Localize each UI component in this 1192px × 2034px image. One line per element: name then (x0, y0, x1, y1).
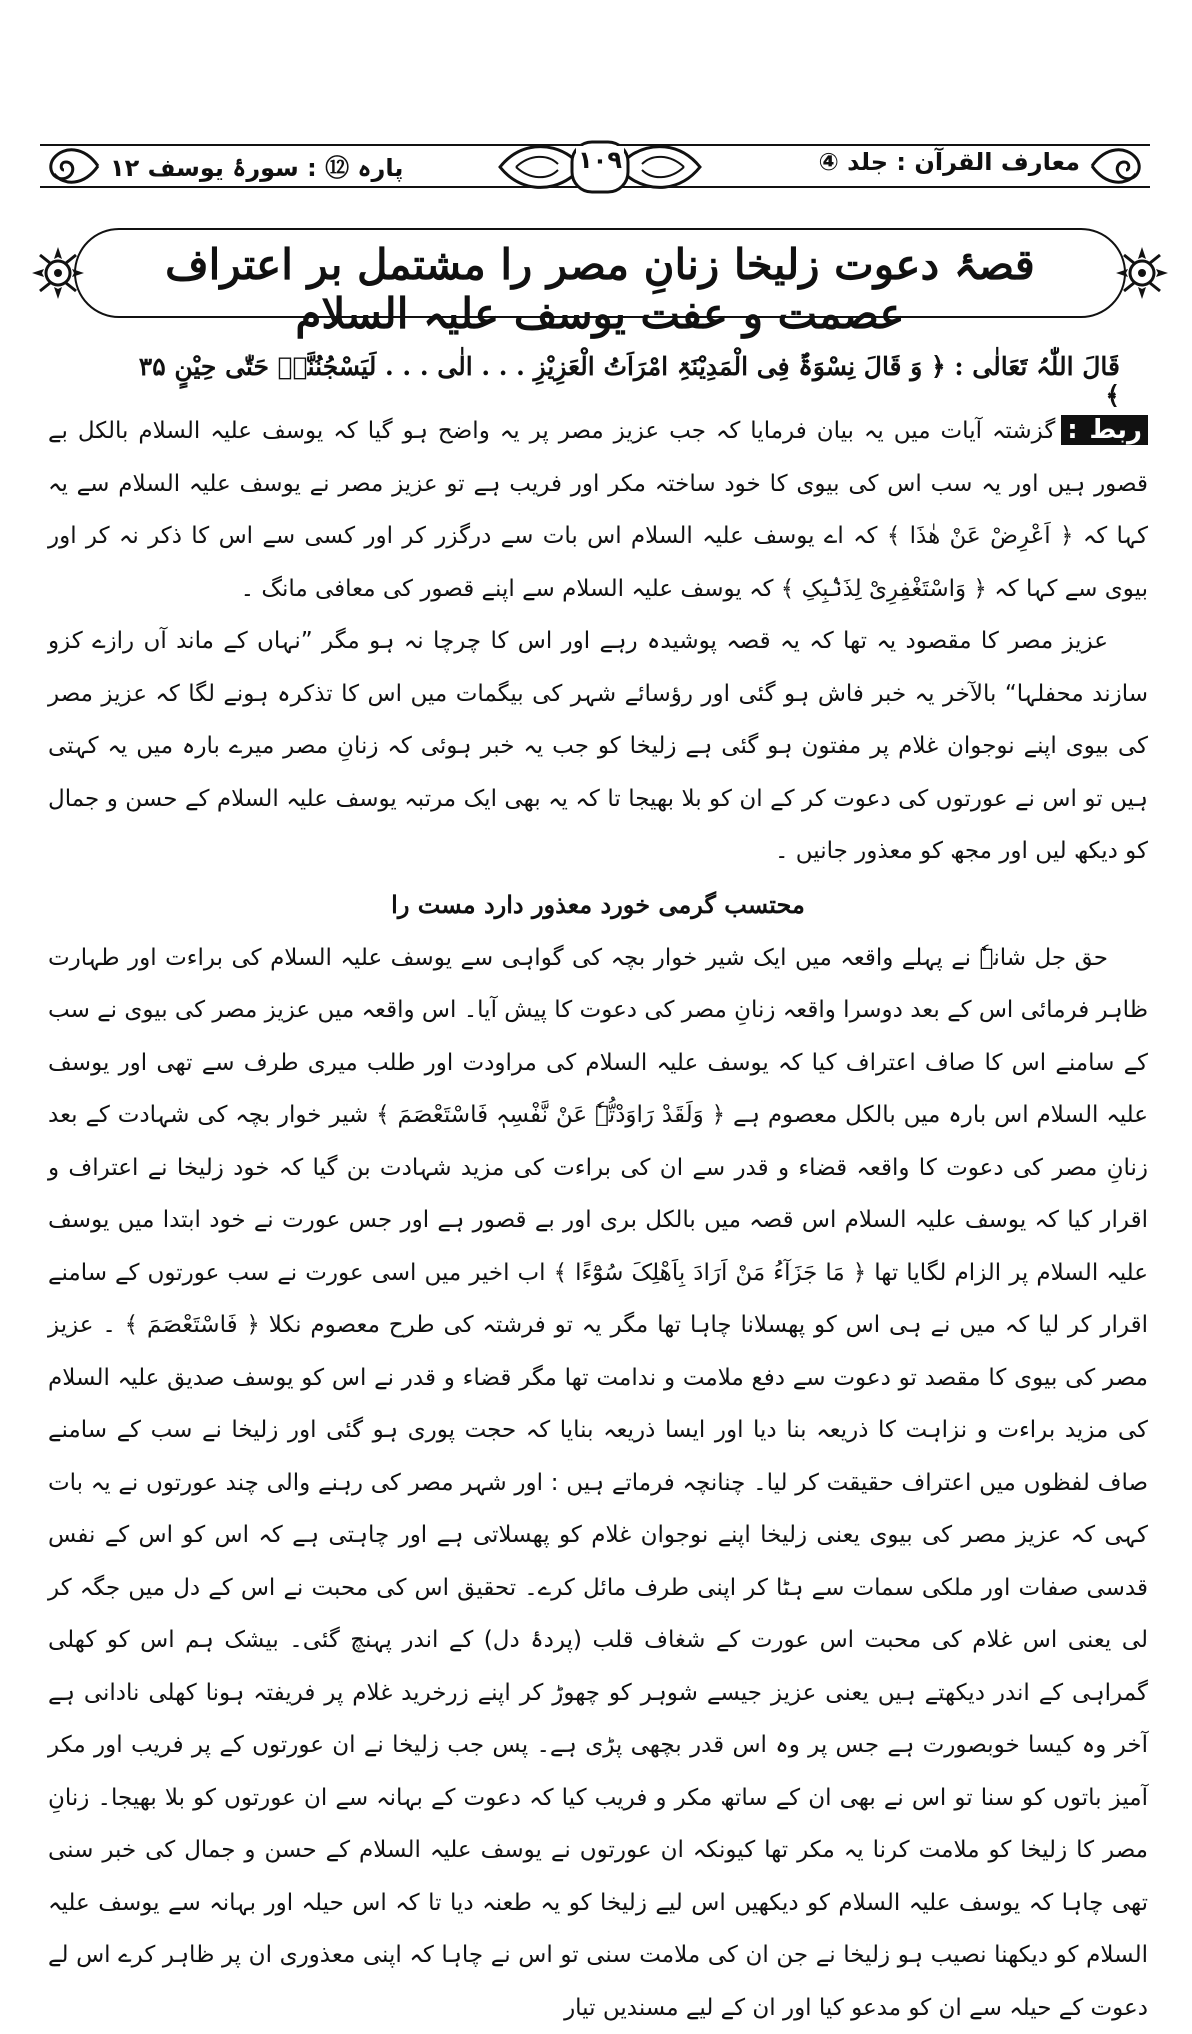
chapter-title: قصۂ دعوت زلیخا زنانِ مصر را مشتمل بر اعتراف عصمت و عفت یوسف علیہ السلام (120, 240, 1080, 338)
paragraph: حق جل شانہٗ نے پہلے واقعہ میں ایک شیر خوار بچہ کی گواہی سے یوسف علیہ السلام کی براءت اور طہارت ظاہر فرمائی اس کے بعد دوسرا واقعہ زنانِ مصر کی دعوت کا پیش آیا۔ اس واقعہ میں عزیز مصر کی بیوی نے سب کے سامنے اس کا صاف اعتراف کیا کہ یوسف علیہ السلام کی مراودت اور طلب میری طرف سے تھی اور یوسف علیہ السلام اس بارہ میں بالکل معصوم ہے ﴿ وَلَقَدْ رَاوَدْتُّہٗ عَنْ نَّفْسِہٖ فَاسْتَعْصَمَ ﴾ شیر خوار بچہ کی شہادت کے بعد زنانِ مصر کی دعوت کا واقعہ قضاء و قدر سے ان کی براءت کی مزید شہادت بن گیا کہ خود زلیخا نے اعتراف و اقرار کیا کہ یوسف علیہ السلام اس قصہ میں بالکل بری اور بے قصور ہے اور جس عورت نے خود ابتدا میں یوسف علیہ السلام پر الزام لگایا تھا ﴿ مَا جَزَآءُ مَنْ اَرَادَ بِاَھْلِکَ سُوْٓءًا ﴾ اب اخیر میں اسی عورت نے سب عورتوں کے سامنے اقرار کر لیا کہ میں نے ہی اس کو پھسلانا چاہا تھا مگر یہ تو فرشتہ کی طرح معصوم نکلا ﴿ فَاسْتَعْصَمَ ﴾ ۔ عزیز مصر کی بیوی کا مقصد تو دعوت سے دفع ملامت و ندامت تھا مگر قضاء و قدر نے اس کو یوسف صدیق علیہ السلام کی مزید براءت و نزاہت کا ذریعہ بنا دیا اور ایسا ذریعہ بنایا کہ حجت پوری ہو گئی اور زلیخا نے سب کے سامنے صاف لفظوں میں اعتراف حقیقت کر لیا۔ چنانچہ فرماتے ہیں : اور شہر مصر کی رہنے والی چند عورتوں نے یہ بات کہی کہ عزیز مصر کی بیوی یعنی زلیخا اپنے نوجوان غلام کو پھسلاتی ہے اور چاہتی ہے کہ اس کو اس کے نفس قدسی صفات اور ملکی سمات سے ہٹا کر اپنی طرف مائل کرے۔ تحقیق اس کی محبت نے اس کے دل میں جگہ کر لی یعنی اس غلام کی محبت اس عورت کے شغاف قلب (پردۂ دل) کے اندر پہنچ گئی۔ بیشک ہم اس کو کھلی گمراہی کے اندر دیکھتے ہیں یعنی عزیز جیسے شوہر کو چھوڑ کر اپنے زرخرید غلام پر فریفتہ ہونا کھلی نادانی ہے آخر وہ کیسا خوبصورت ہے جس پر وہ اس قدر بچھی پڑی ہے۔ پس جب زلیخا نے ان عورتوں کے پر فریب اور مکر آمیز باتوں کو سنا تو اس نے بھی ان کے ساتھ مکر و فریب کیا کہ دعوت کے بہانہ سے ان عورتوں کو بلا بھیجا۔ زنانِ مصر کا زلیخا کو ملامت کرنا یہ مکر تھا کیونکہ ان عورتوں نے یوسف علیہ السلام کے حسن و جمال کی خبر سنی تھی چاہا کہ یوسف علیہ السلام کو دیکھیں اس لیے زلیخا کو یہ طعنہ دیا تا کہ اس حیلہ اور بہانہ سے یوسف علیہ السلام کو دیکھنا نصیب ہو زلیخا نے جن ان کی ملامت سنی تو اس نے چاہا کہ اپنی معذوری ان پر ظاہر کرے اس لے دعوت کے حیلہ سے ان کو مدعو کیا اور ان کے لیے مسندیں تیار (48, 932, 1148, 2034)
running-header (40, 136, 1150, 200)
right-flourish-icon (1088, 142, 1150, 190)
paragraph (48, 404, 1148, 615)
paragraph: عزیز مصر کا مقصود یہ تھا کہ یہ قصہ پوشیدہ رہے اور اس کا چرچا نہ ہو مگر ”نہاں کے ماند آں رازے کزو سازند محفلہا“ بالآخر یہ خبر فاش ہو گئی اور رؤسائے شہر کی بیگمات میں اس کا تذکرہ ہونے لگا کہ عزیز مصر کی بیوی اپنے نوجوان غلام پر مفتون ہو گئی ہے زلیخا کو جب یہ خبر ہوئی کہ زنانِ مصر میرے بارہ میں یہ کہتی ہیں تو اس نے عورتوں کی دعوت کر کے ان کو بلا بھیجا تا کہ یہ بھی ایک مرتبہ یوسف علیہ السلام کے حسن و جمال کو دیکھ لیں اور مجھ کو معذور جانیں ۔ (48, 615, 1148, 878)
paragraph-text: گزشتہ آیات میں یہ بیان فرمایا کہ جب عزیز مصر پر یہ واضح ہو گیا کہ یوسف علیہ السلام بالکل بے قصور ہیں اور یہ سب اس کی بیوی کا خود ساختہ مکر اور فریب ہے تو عزیز مصر نے یوسف علیہ السلام سے یہ کہا کہ ﴿ اَعْرِضْ عَنْ ھٰذَا ﴾ کہ اے یوسف علیہ السلام اس بات سے درگزر کر اور کسی سے اس کا ذکر نہ کر اور بیوی سے کہا کہ ﴿ وَاسْتَغْفِرِیْ لِذَنْۢبِکِ ﴾ کہ یوسف علیہ السلام سے اپنے قصور کی معافی مانگ ۔ (48, 418, 1148, 602)
body-text (48, 404, 1148, 2034)
page-number: ۱۰۹ (576, 146, 624, 174)
rabt-label: ربط : (1061, 415, 1148, 445)
verse-reference: قَالَ اللّٰہُ تَعَالٰی : ﴿ وَ قَالَ نِسْوَۃٌ فِی الْمَدِیْنَۃِ امْرَاَتُ الْعَزِیْزِ . . . الٰی . . . لَیَسْجُنُنَّہٗ حَتّٰی حِیْنٍ ۳۵ ﴾ (120, 352, 1120, 410)
left-flourish-icon (40, 142, 102, 190)
header-section-label: پارہ ⑫ : سورۂ یوسف ۱۲ (110, 148, 403, 183)
chapter-banner (30, 218, 1170, 328)
persian-couplet: محتسب گرمی خورد معذور دارد مست را (48, 878, 1148, 932)
header-book-title: معارف القرآن : جلد ④ (818, 148, 1080, 176)
page-number-ornament (490, 136, 710, 198)
